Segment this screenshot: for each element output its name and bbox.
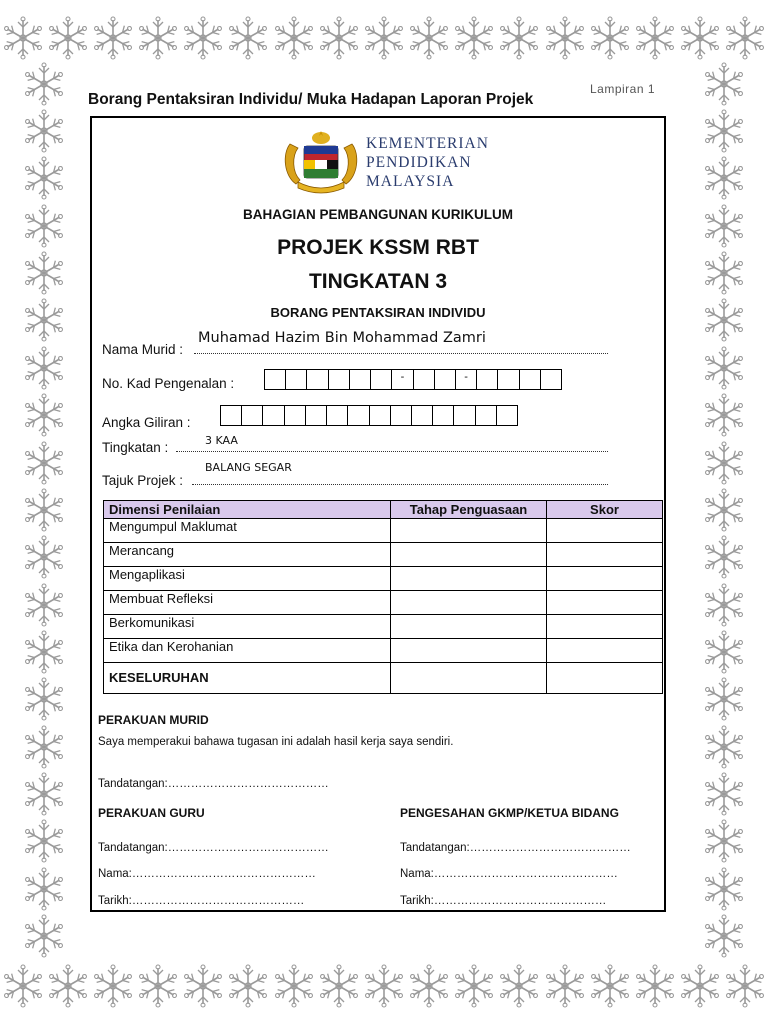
- name-value[interactable]: Muhamad Hazim Bin Mohammad Zamri: [198, 330, 486, 346]
- snowflake-icon: [22, 630, 66, 674]
- roll-box[interactable]: [370, 406, 391, 425]
- head-declaration-heading: PENGESAHAN GKMP/KETUA BIDANG: [400, 806, 619, 820]
- snowflake-icon: [702, 677, 746, 721]
- snowflake-icon: [702, 914, 746, 958]
- dimension-cell: Mengaplikasi: [104, 567, 391, 591]
- ic-box[interactable]: [371, 370, 392, 389]
- snowflake-icon: [723, 16, 767, 60]
- score-cell[interactable]: [547, 591, 663, 615]
- head-date-line[interactable]: Tarikh:………………………………………: [400, 895, 607, 907]
- dimension-cell: Etika dan Kerohanian: [104, 639, 391, 663]
- snowflake-icon: [407, 16, 451, 60]
- snowflake-icon: [22, 583, 66, 627]
- snowflake-icon: [46, 16, 90, 60]
- ministry-line-1: KEMENTERIAN: [366, 135, 489, 152]
- snowflake-icon: [136, 16, 180, 60]
- ic-box[interactable]: [498, 370, 519, 389]
- roll-number-boxes[interactable]: [220, 405, 518, 426]
- teacher-date-line[interactable]: Tarikh:………………………………………: [98, 895, 305, 907]
- snowflake-icon: [723, 964, 767, 1008]
- snowflake-icon: [588, 964, 632, 1008]
- snowflake-icon: [22, 62, 66, 106]
- roll-box[interactable]: [497, 406, 517, 425]
- ic-box[interactable]: [520, 370, 541, 389]
- roll-box[interactable]: [327, 406, 348, 425]
- dimension-cell: Berkomunikasi: [104, 615, 391, 639]
- snowflake-icon: [702, 488, 746, 532]
- snowflake-icon: [407, 964, 451, 1008]
- snowflake-icon: [702, 62, 746, 106]
- snowflake-icon: [702, 156, 746, 200]
- ic-box[interactable]: [350, 370, 371, 389]
- reference-text: Lampiran 1: [590, 82, 656, 96]
- snowflake-icon: [702, 251, 746, 295]
- roll-box[interactable]: [242, 406, 263, 425]
- snowflake-icon: [22, 772, 66, 816]
- crest-icon: [278, 130, 364, 194]
- roll-box[interactable]: [263, 406, 284, 425]
- border-left: [14, 60, 74, 960]
- snowflake-icon: [22, 914, 66, 958]
- snowflake-icon: [226, 16, 270, 60]
- head-name-line[interactable]: Nama:…………………………………………: [400, 868, 618, 880]
- snowflake-icon: [702, 583, 746, 627]
- mastery-cell[interactable]: [391, 615, 547, 639]
- snowflake-icon: [46, 964, 90, 1008]
- snowflake-icon: [317, 964, 361, 1008]
- assessment-table: [103, 500, 663, 694]
- ic-number-boxes[interactable]: [264, 369, 562, 390]
- snowflake-icon: [22, 677, 66, 721]
- table-row: [104, 639, 663, 663]
- snowflake-icon: [452, 964, 496, 1008]
- teacher-signature-line[interactable]: Tandatangan:……………………………………: [98, 842, 329, 854]
- snowflake-icon: [272, 964, 316, 1008]
- snowflake-icon: [678, 964, 722, 1008]
- ic-box-separator: [392, 370, 413, 389]
- mastery-cell[interactable]: [391, 639, 547, 663]
- roll-box[interactable]: [391, 406, 412, 425]
- snowflake-icon: [181, 964, 225, 1008]
- ic-box[interactable]: [435, 370, 456, 389]
- snowflake-icon: [702, 298, 746, 342]
- table-row: [104, 543, 663, 567]
- snowflake-icon: [702, 204, 746, 248]
- snowflake-icon: [497, 16, 541, 60]
- ic-box[interactable]: [414, 370, 435, 389]
- table-row: [104, 591, 663, 615]
- snowflake-icon: [633, 964, 677, 1008]
- score-cell[interactable]: [547, 543, 663, 567]
- ic-box[interactable]: [307, 370, 328, 389]
- project-title-value[interactable]: BALANG SEGAR: [205, 461, 292, 474]
- score-cell[interactable]: [547, 615, 663, 639]
- snowflake-icon: [1, 16, 45, 60]
- border-right: [694, 60, 754, 960]
- score-cell[interactable]: [547, 639, 663, 663]
- roll-label: Angka Giliran :: [102, 415, 191, 430]
- snowflake-icon: [702, 772, 746, 816]
- level-label: Tingkatan :: [102, 440, 169, 455]
- snowflake-icon: [91, 16, 135, 60]
- snowflake-icon: [702, 630, 746, 674]
- snowflake-icon: [362, 16, 406, 60]
- snowflake-icon: [136, 964, 180, 1008]
- snowflake-icon: [362, 964, 406, 1008]
- header-mastery-level: Tahap Penguasaan: [391, 501, 547, 519]
- ministry-name: [366, 134, 489, 191]
- level-dotted-line: [176, 451, 608, 452]
- ic-box[interactable]: [477, 370, 498, 389]
- total-label-cell: KESELURUHAN: [104, 663, 391, 694]
- roll-box[interactable]: [348, 406, 369, 425]
- roll-box[interactable]: [306, 406, 327, 425]
- project-title-dotted-line: [192, 484, 608, 485]
- snowflake-icon: [702, 819, 746, 863]
- ministry-line-3: MALAYSIA: [366, 173, 455, 190]
- mastery-cell[interactable]: [391, 591, 547, 615]
- head-signature-line[interactable]: Tandatangan:……………………………………: [400, 842, 631, 854]
- snowflake-icon: [22, 535, 66, 579]
- snowflake-icon: [678, 16, 722, 60]
- student-declaration-heading: PERAKUAN MURID: [98, 713, 209, 727]
- snowflake-icon: [702, 441, 746, 485]
- snowflake-icon: [702, 725, 746, 769]
- snowflake-icon: [22, 298, 66, 342]
- total-score-cell[interactable]: [547, 663, 663, 694]
- table-total-row: [104, 663, 663, 694]
- snowflake-icon: [702, 109, 746, 153]
- snowflake-icon: [317, 16, 361, 60]
- table-row: [104, 615, 663, 639]
- form-name: BORANG PENTAKSIRAN INDIVIDU: [270, 305, 486, 320]
- snowflake-icon: [22, 393, 66, 437]
- score-cell[interactable]: [547, 519, 663, 543]
- mastery-cell[interactable]: [391, 543, 547, 567]
- ic-box[interactable]: [329, 370, 350, 389]
- snowflake-icon: [22, 156, 66, 200]
- student-signature-line[interactable]: Tandatangan:……………………………………: [98, 778, 329, 790]
- snowflake-icon: [22, 204, 66, 248]
- border-bottom: [0, 956, 768, 1016]
- ic-box-separator: [456, 370, 477, 389]
- ic-box[interactable]: [286, 370, 307, 389]
- snowflake-icon: [22, 109, 66, 153]
- dimension-cell: Membuat Refleksi: [104, 591, 391, 615]
- snowflake-icon: [497, 964, 541, 1008]
- snowflake-icon: [22, 441, 66, 485]
- snowflake-icon: [543, 964, 587, 1008]
- table-row: [104, 567, 663, 591]
- snowflake-icon: [22, 819, 66, 863]
- snowflake-icon: [22, 725, 66, 769]
- snowflake-icon: [1, 964, 45, 1008]
- snowflake-icon: [22, 488, 66, 532]
- snowflake-icon: [22, 346, 66, 390]
- snowflake-icon: [702, 535, 746, 579]
- name-label: Nama Murid :: [102, 342, 184, 357]
- table-header-row: [104, 501, 663, 519]
- snowflake-icon: [702, 393, 746, 437]
- snowflake-icon: [22, 867, 66, 911]
- department-title: BAHAGIAN PEMBANGUNAN KURIKULUM: [243, 207, 513, 222]
- roll-box[interactable]: [412, 406, 433, 425]
- score-cell[interactable]: [547, 567, 663, 591]
- roll-box[interactable]: [285, 406, 306, 425]
- roll-box[interactable]: [454, 406, 475, 425]
- mastery-cell[interactable]: [391, 567, 547, 591]
- total-mastery-cell[interactable]: [391, 663, 547, 694]
- snowflake-icon: [702, 346, 746, 390]
- ic-separator: -: [400, 371, 405, 383]
- ministry-line-2: PENDIDIKAN: [366, 154, 472, 171]
- snowflake-icon: [272, 16, 316, 60]
- snowflake-icon: [91, 964, 135, 1008]
- student-declaration-statement: Saya memperakui bahawa tugasan ini adalah hasil kerja saya sendiri.: [98, 736, 454, 748]
- ic-box[interactable]: [265, 370, 286, 389]
- form-level-title: TINGKATAN 3: [308, 270, 448, 293]
- mastery-cell[interactable]: [391, 519, 547, 543]
- snowflake-icon: [702, 867, 746, 911]
- snowflake-icon: [633, 16, 677, 60]
- header-dimension: Dimensi Penilaian: [104, 501, 391, 519]
- snowflake-icon: [226, 964, 270, 1008]
- snowflake-icon: [452, 16, 496, 60]
- name-dotted-line: [194, 353, 608, 354]
- project-title: PROJEK KSSM RBT: [277, 236, 479, 259]
- teacher-name-line[interactable]: Nama:…………………………………………: [98, 868, 316, 880]
- level-value[interactable]: 3 KAA: [205, 434, 238, 447]
- dimension-cell: Merancang: [104, 543, 391, 567]
- border-top: [0, 8, 768, 68]
- page-heading: Borang Pentaksiran Individu/ Muka Hadapan Laporan Projek: [88, 91, 534, 108]
- ic-box[interactable]: [541, 370, 561, 389]
- dimension-cell: Mengumpul Maklumat: [104, 519, 391, 543]
- ic-label: No. Kad Pengenalan :: [102, 376, 235, 391]
- project-title-label: Tajuk Projek :: [102, 473, 184, 488]
- snowflake-icon: [181, 16, 225, 60]
- teacher-declaration-heading: PERAKUAN GURU: [98, 806, 205, 820]
- roll-box[interactable]: [476, 406, 497, 425]
- snowflake-icon: [22, 251, 66, 295]
- header-score: Skor: [547, 501, 663, 519]
- snowflake-icon: [543, 16, 587, 60]
- roll-box[interactable]: [433, 406, 454, 425]
- roll-box[interactable]: [221, 406, 242, 425]
- ic-separator: -: [464, 371, 468, 383]
- snowflake-icon: [588, 16, 632, 60]
- table-row: [104, 519, 663, 543]
